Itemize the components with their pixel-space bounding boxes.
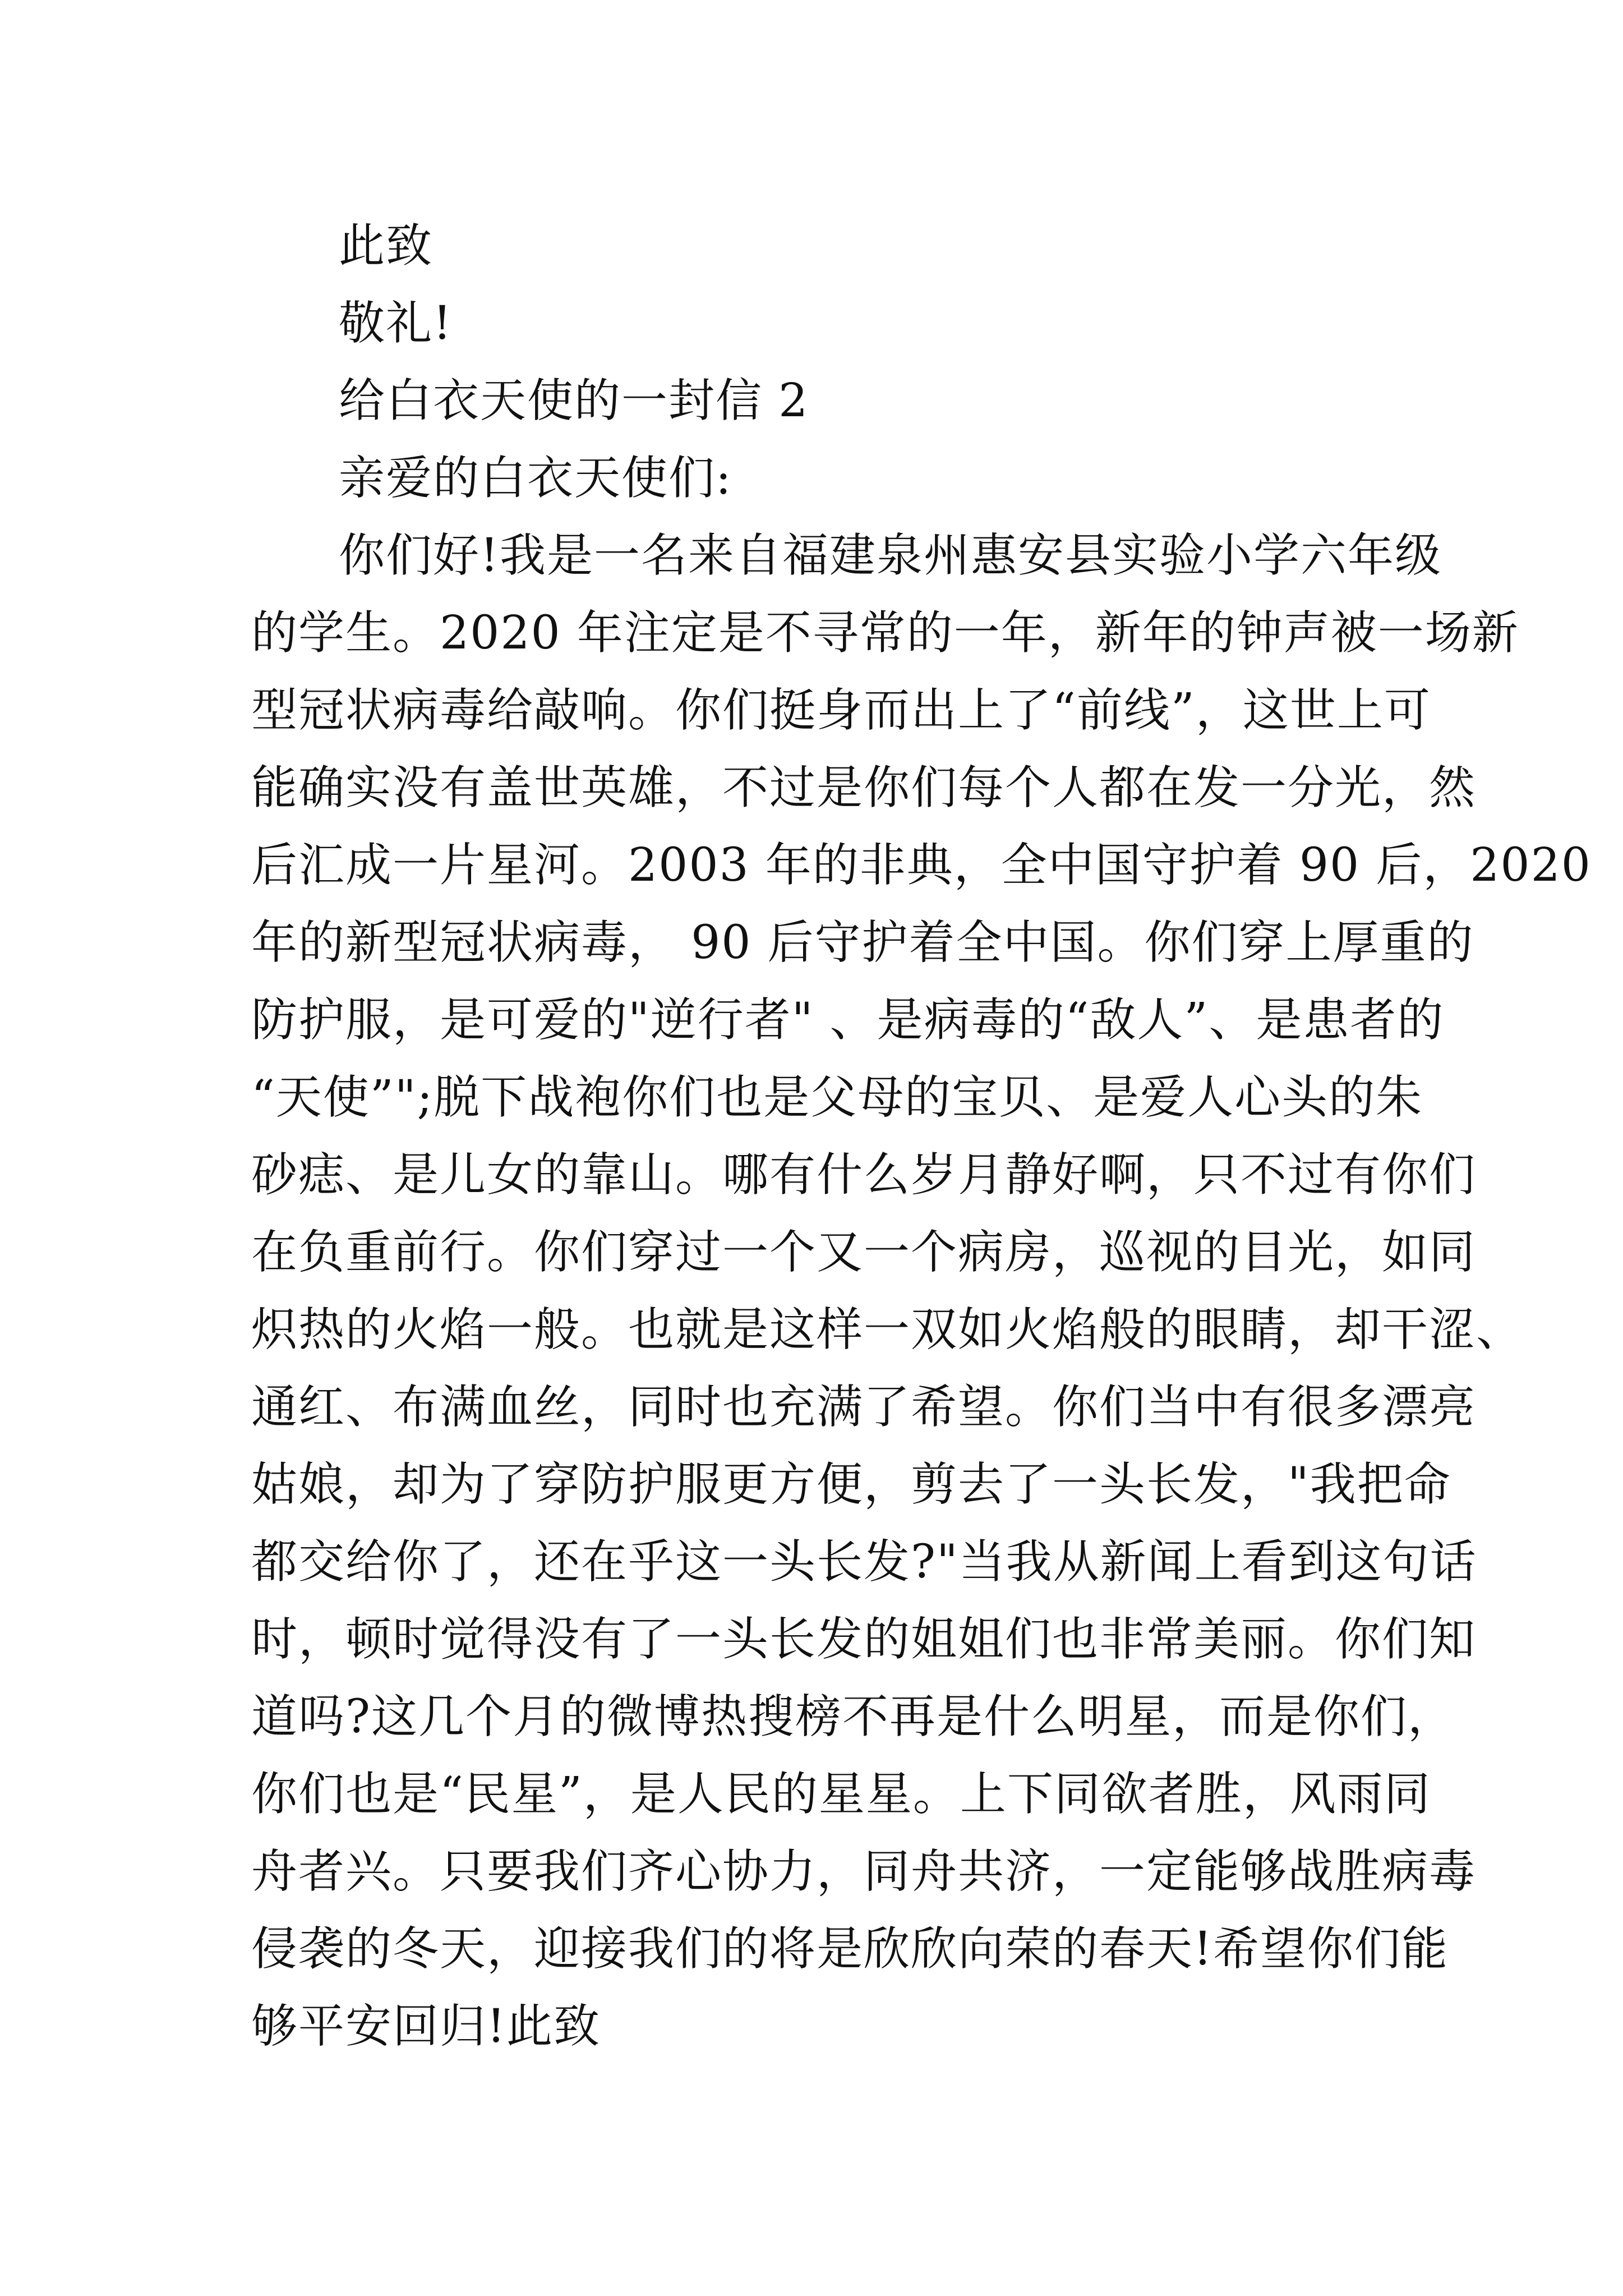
body-line: 舟者兴。只要我们齐心协力，同舟共济，一定能够战胜病毒	[251, 1845, 1477, 1898]
letter-heading: 给白衣天使的一封信 2	[339, 374, 809, 427]
body-line: 通红、布满血丝，同时也充满了希望。你们当中有很多漂亮	[251, 1381, 1477, 1434]
letter-body	[251, 517, 1592, 2065]
letter-text	[251, 208, 1592, 2065]
body-line: 你们好!我是一名来自福建泉州惠安县实验小学六年级	[339, 529, 1442, 582]
closing-line: 此致	[339, 219, 434, 273]
body-line: 都交给你了，还在乎这一头长发?"当我从新闻上看到这句话	[251, 1535, 1477, 1589]
body-line: 防护服，是可爱的"逆行者" 、是病毒的“敌人”、是患者的	[251, 993, 1445, 1047]
body-line: 型冠状病毒给敲响。你们挺身而出上了“前线”，这世上可	[251, 684, 1431, 737]
letter-salutation: 亲爱的白衣天使们:	[339, 452, 732, 505]
body-line: 能确实没有盖世英雄，不过是你们每个人都在发一分光，然	[251, 761, 1477, 815]
body-line: 年的新型冠状病毒， 90 后守护着全中国。你们穿上厚重的	[251, 916, 1474, 969]
body-line: 时，顿时觉得没有了一头长发的姐姐们也非常美丽。你们知	[251, 1613, 1477, 1666]
closing-regards: 敬礼!	[339, 297, 453, 350]
body-line: 的学生。2020 年注定是不寻常的一年，新年的钟声被一场新	[251, 606, 1519, 660]
body-line: “天使”";脱下战袍你们也是父母的宝贝、是爱人心头的朱	[251, 1071, 1423, 1124]
body-line: 侵袭的冬天，迎接我们的将是欣欣向荣的春天!希望你们能	[251, 1922, 1449, 1976]
body-line: 在负重前行。你们穿过一个又一个病房，巡视的目光，如同	[251, 1226, 1477, 1279]
body-line: 姑娘，却为了穿防护服更方便，剪去了一头长发，"我把命	[251, 1458, 1451, 1511]
body-line: 够平安回归!此致	[251, 2000, 601, 2053]
body-line: 后汇成一片星河。2003 年的非典，全中国守护着 90 后，2020	[251, 839, 1592, 892]
body-line: 砂痣、是儿女的靠山。哪有什么岁月静好啊，只不过有你们	[251, 1148, 1477, 1202]
body-line: 道吗?这几个月的微博热搜榜不再是什么明星，而是你们，	[251, 1690, 1455, 1743]
body-line: 炽热的火焰一般。也就是这样一双如火焰般的眼睛，却干涩、	[251, 1303, 1524, 1356]
body-line: 你们也是“民星”，是人民的星星。上下同欲者胜，风雨同	[251, 1768, 1431, 1821]
